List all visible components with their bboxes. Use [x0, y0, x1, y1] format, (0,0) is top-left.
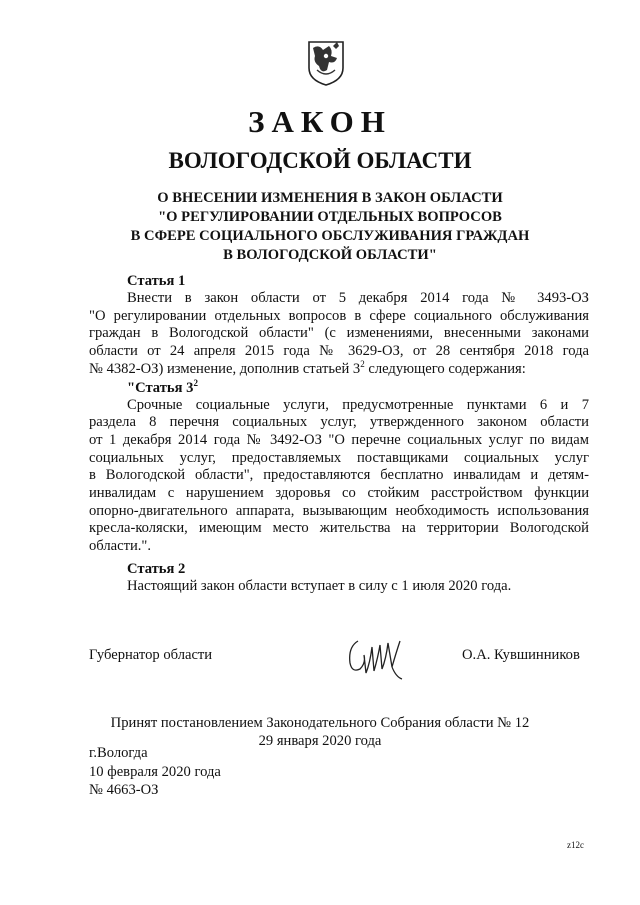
article-2-title: Статья 2	[127, 561, 186, 577]
document-code: z12c	[567, 840, 584, 850]
article-2	[89, 561, 589, 596]
article-1-line: граждан в Вологодской области" (с изменениями, внесенными законами	[89, 325, 589, 342]
line-text: № 4382-ОЗ) изменение, дополнив статьей 3	[89, 360, 361, 377]
adoption-line-1: Принят постановлением Законодательного Собрания области № 12	[110, 715, 530, 731]
heading-line: "О РЕГУЛИРОВАНИИ ОТДЕЛЬНЫХ ВОПРОСОВ	[158, 209, 502, 225]
quoted-article-line: раздела 8 перечня социальных услуг, утвержденного законом области	[89, 414, 589, 431]
law-heading	[120, 189, 540, 265]
quoted-article-line: инвалидам с нарушением здоровья со стойким расстройством функции	[89, 485, 589, 502]
quoted-article-title-text: "Статья 3	[127, 379, 194, 396]
city: г.Вологда	[89, 745, 148, 761]
heading-line: В ВОЛОГОДСКОЙ ОБЛАСТИ"	[223, 247, 437, 263]
article-1-line: области от 24 апреля 2015 года № 3629-ОЗ, от 28 сентября 2018 года	[89, 343, 589, 360]
quoted-article-line: от 1 декабря 2014 года № 3492-ОЗ "О перечне социальных услуг по видам	[89, 431, 589, 448]
quoted-article-line: в Вологодской области", предоставляются бесплатно инвалидам и детям-	[89, 467, 589, 484]
article-1-line: "О регулировании отдельных вопросов в сфере социального обслуживания	[89, 307, 589, 324]
article-1	[89, 273, 589, 556]
superscript: 2	[193, 377, 198, 388]
signatory-name: О.А. Кувшинников	[462, 647, 580, 663]
superscript: 2	[360, 358, 365, 369]
article-1-title: Статья 1	[127, 273, 186, 289]
document-title: ЗАКОН	[248, 104, 392, 139]
quoted-article-line: социальных услуг, предоставляемых поставщиками социальных услуг	[89, 449, 589, 466]
quoted-article-line: опорно-двигательного аппарата, вызывающим необходимость использования	[89, 502, 589, 519]
handwritten-signature-icon	[344, 633, 406, 683]
adoption-line-2: 29 января 2020 года	[258, 733, 382, 749]
heading-line: О ВНЕСЕНИИ ИЗМЕНЕНИЯ В ЗАКОН ОБЛАСТИ	[157, 190, 503, 206]
signatory-position: Губернатор области	[89, 647, 213, 663]
quoted-article-title	[89, 379, 589, 397]
heading-line: В СФЕРЕ СОЦИАЛЬНОГО ОБСЛУЖИВАНИЯ ГРАЖДАН	[130, 228, 530, 244]
article-2-text: Настоящий закон области вступает в силу с 1 июля 2020 года.	[127, 578, 512, 594]
article-1-line	[89, 358, 589, 379]
quoted-article-line: Срочные социальные услуги, предусмотренные пунктами 6 и 7	[127, 396, 589, 413]
coat-of-arms-icon	[307, 40, 345, 86]
article-1-line: Внести в закон области от 5 декабря 2014 года № 3493-ОЗ	[127, 290, 589, 306]
quoted-article-line: области.".	[89, 538, 152, 555]
law-number: № 4663-ОЗ	[89, 782, 159, 798]
document-subtitle: ВОЛОГОДСКОЙ ОБЛАСТИ	[168, 148, 472, 173]
quoted-article-line: кресла-коляски, имеющим место жительства на территории Вологодской	[89, 520, 589, 537]
line-text: следующего содержания:	[364, 360, 526, 377]
signing-date: 10 февраля 2020 года	[89, 764, 221, 780]
